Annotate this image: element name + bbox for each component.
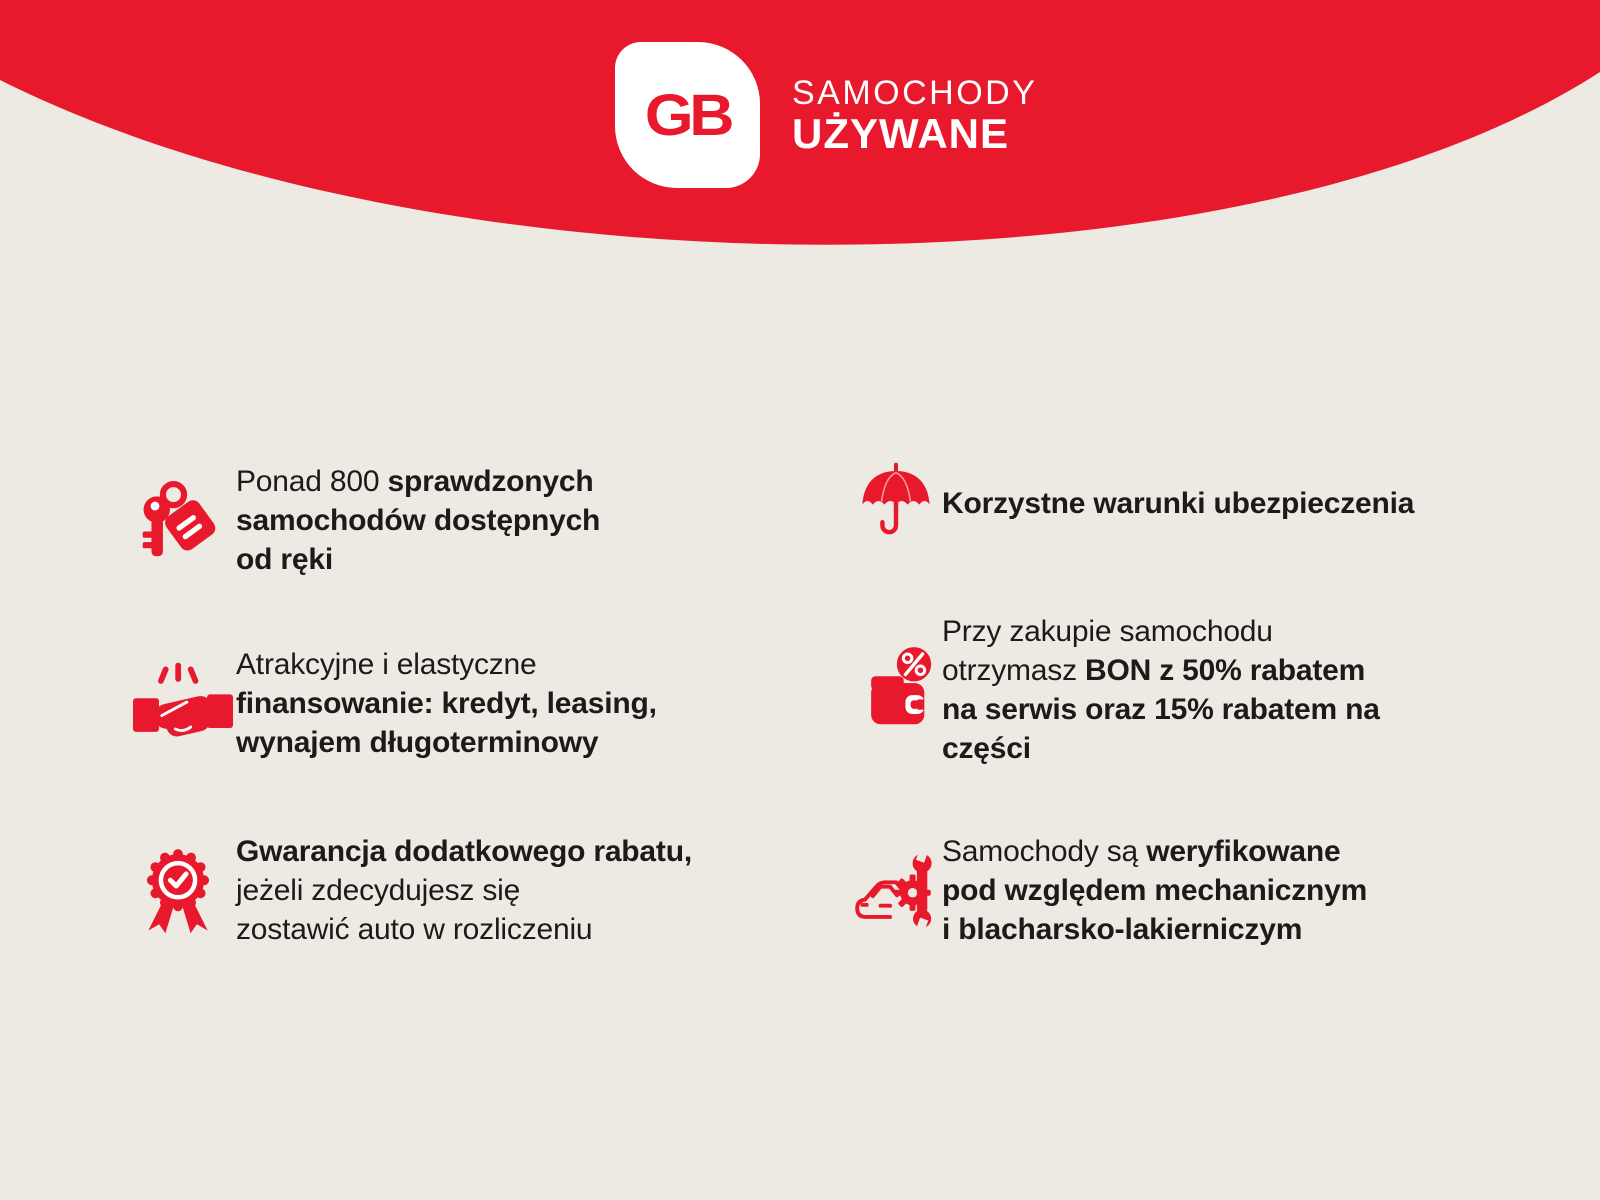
feature-text-segment: Atrakcyjne i elastyczne: [236, 648, 537, 681]
gb-logo: [615, 42, 760, 188]
car-keys-icon: [133, 475, 221, 567]
feature-icon-box: [848, 460, 942, 546]
handshake-icon: [133, 657, 233, 751]
brand-line-uzywane: UŻYWANE: [792, 110, 1009, 157]
feature-item-cars-available: [133, 462, 600, 579]
feature-text-segment: Korzystne warunki ubezpieczenia: [942, 486, 1415, 520]
feature-line: [942, 729, 1380, 768]
feature-line: [942, 612, 1380, 651]
feature-text-segment: Przy zakupie samochodu: [942, 615, 1273, 648]
feature-icon-box: [133, 657, 236, 751]
feature-text: [236, 645, 657, 762]
feature-line: [236, 645, 657, 684]
feature-line: [236, 723, 657, 762]
feature-text-segment: wynajem długoterminowy: [236, 726, 599, 759]
feature-text: [942, 612, 1380, 768]
feature-item-financing: [133, 645, 657, 762]
feature-text-segment: weryfikowane: [1146, 835, 1341, 868]
gb-logo-text: GB: [644, 82, 731, 148]
brand-line-samochody: SAMOCHODY: [792, 74, 1038, 112]
feature-text: [942, 832, 1367, 949]
feature-text-segment: Gwarancja dodatkowego rabatu,: [236, 835, 692, 868]
feature-text-segment: Ponad 800: [236, 465, 388, 498]
feature-text-segment: BON z 50% rabatem: [1085, 654, 1366, 687]
header: [615, 42, 1037, 188]
feature-text-segment: samochodów dostępnych: [236, 504, 601, 537]
feature-line: [236, 501, 600, 540]
feature-line: [236, 540, 600, 579]
feature-text-segment: jeżeli zdecydujesz się: [236, 874, 521, 907]
feature-text-segment: finansowanie: kredyt, leasing,: [236, 687, 657, 720]
feature-line: [942, 871, 1367, 910]
feature-item-verification: [848, 832, 1367, 949]
feature-icon-box: [133, 475, 236, 567]
brand-text: [792, 74, 1037, 156]
car-service-icon: [852, 841, 942, 941]
feature-line: [942, 910, 1367, 949]
feature-text-segment: na serwis oraz 15% rabatem na: [942, 693, 1380, 726]
wallet-discount-icon: [866, 636, 938, 744]
feature-line: [236, 684, 657, 723]
award-badge-icon: [133, 844, 223, 938]
feature-line: [236, 832, 692, 871]
feature-text-segment: sprawdzonych: [387, 465, 594, 498]
feature-line: [236, 910, 692, 949]
feature-line: [942, 651, 1380, 690]
feature-text-segment: i blacharsko-lakierniczym: [942, 913, 1303, 946]
feature-text-segment: Samochody są: [942, 835, 1147, 868]
feature-text-segment: części: [942, 732, 1031, 765]
feature-line: [942, 832, 1367, 871]
feature-line: [942, 484, 1414, 523]
feature-icon-box: [848, 636, 942, 744]
feature-text: [942, 484, 1414, 523]
feature-text-segment: pod względem mechanicznym: [942, 874, 1368, 907]
feature-text: [236, 832, 692, 949]
feature-item-guarantee: [133, 832, 692, 949]
feature-item-bon-discount: [848, 612, 1380, 768]
feature-text-segment: otrzymasz: [942, 654, 1086, 687]
feature-text-segment: zostawić auto w rozliczeniu: [236, 913, 593, 946]
feature-icon-box: [848, 841, 942, 941]
feature-text-segment: od ręki: [236, 543, 333, 576]
feature-line: [942, 690, 1380, 729]
feature-icon-box: [133, 844, 236, 938]
feature-item-insurance: [848, 460, 1414, 546]
feature-line: [236, 871, 692, 910]
umbrella-icon: [856, 460, 936, 546]
feature-text: [236, 462, 600, 579]
feature-line: [236, 462, 600, 501]
